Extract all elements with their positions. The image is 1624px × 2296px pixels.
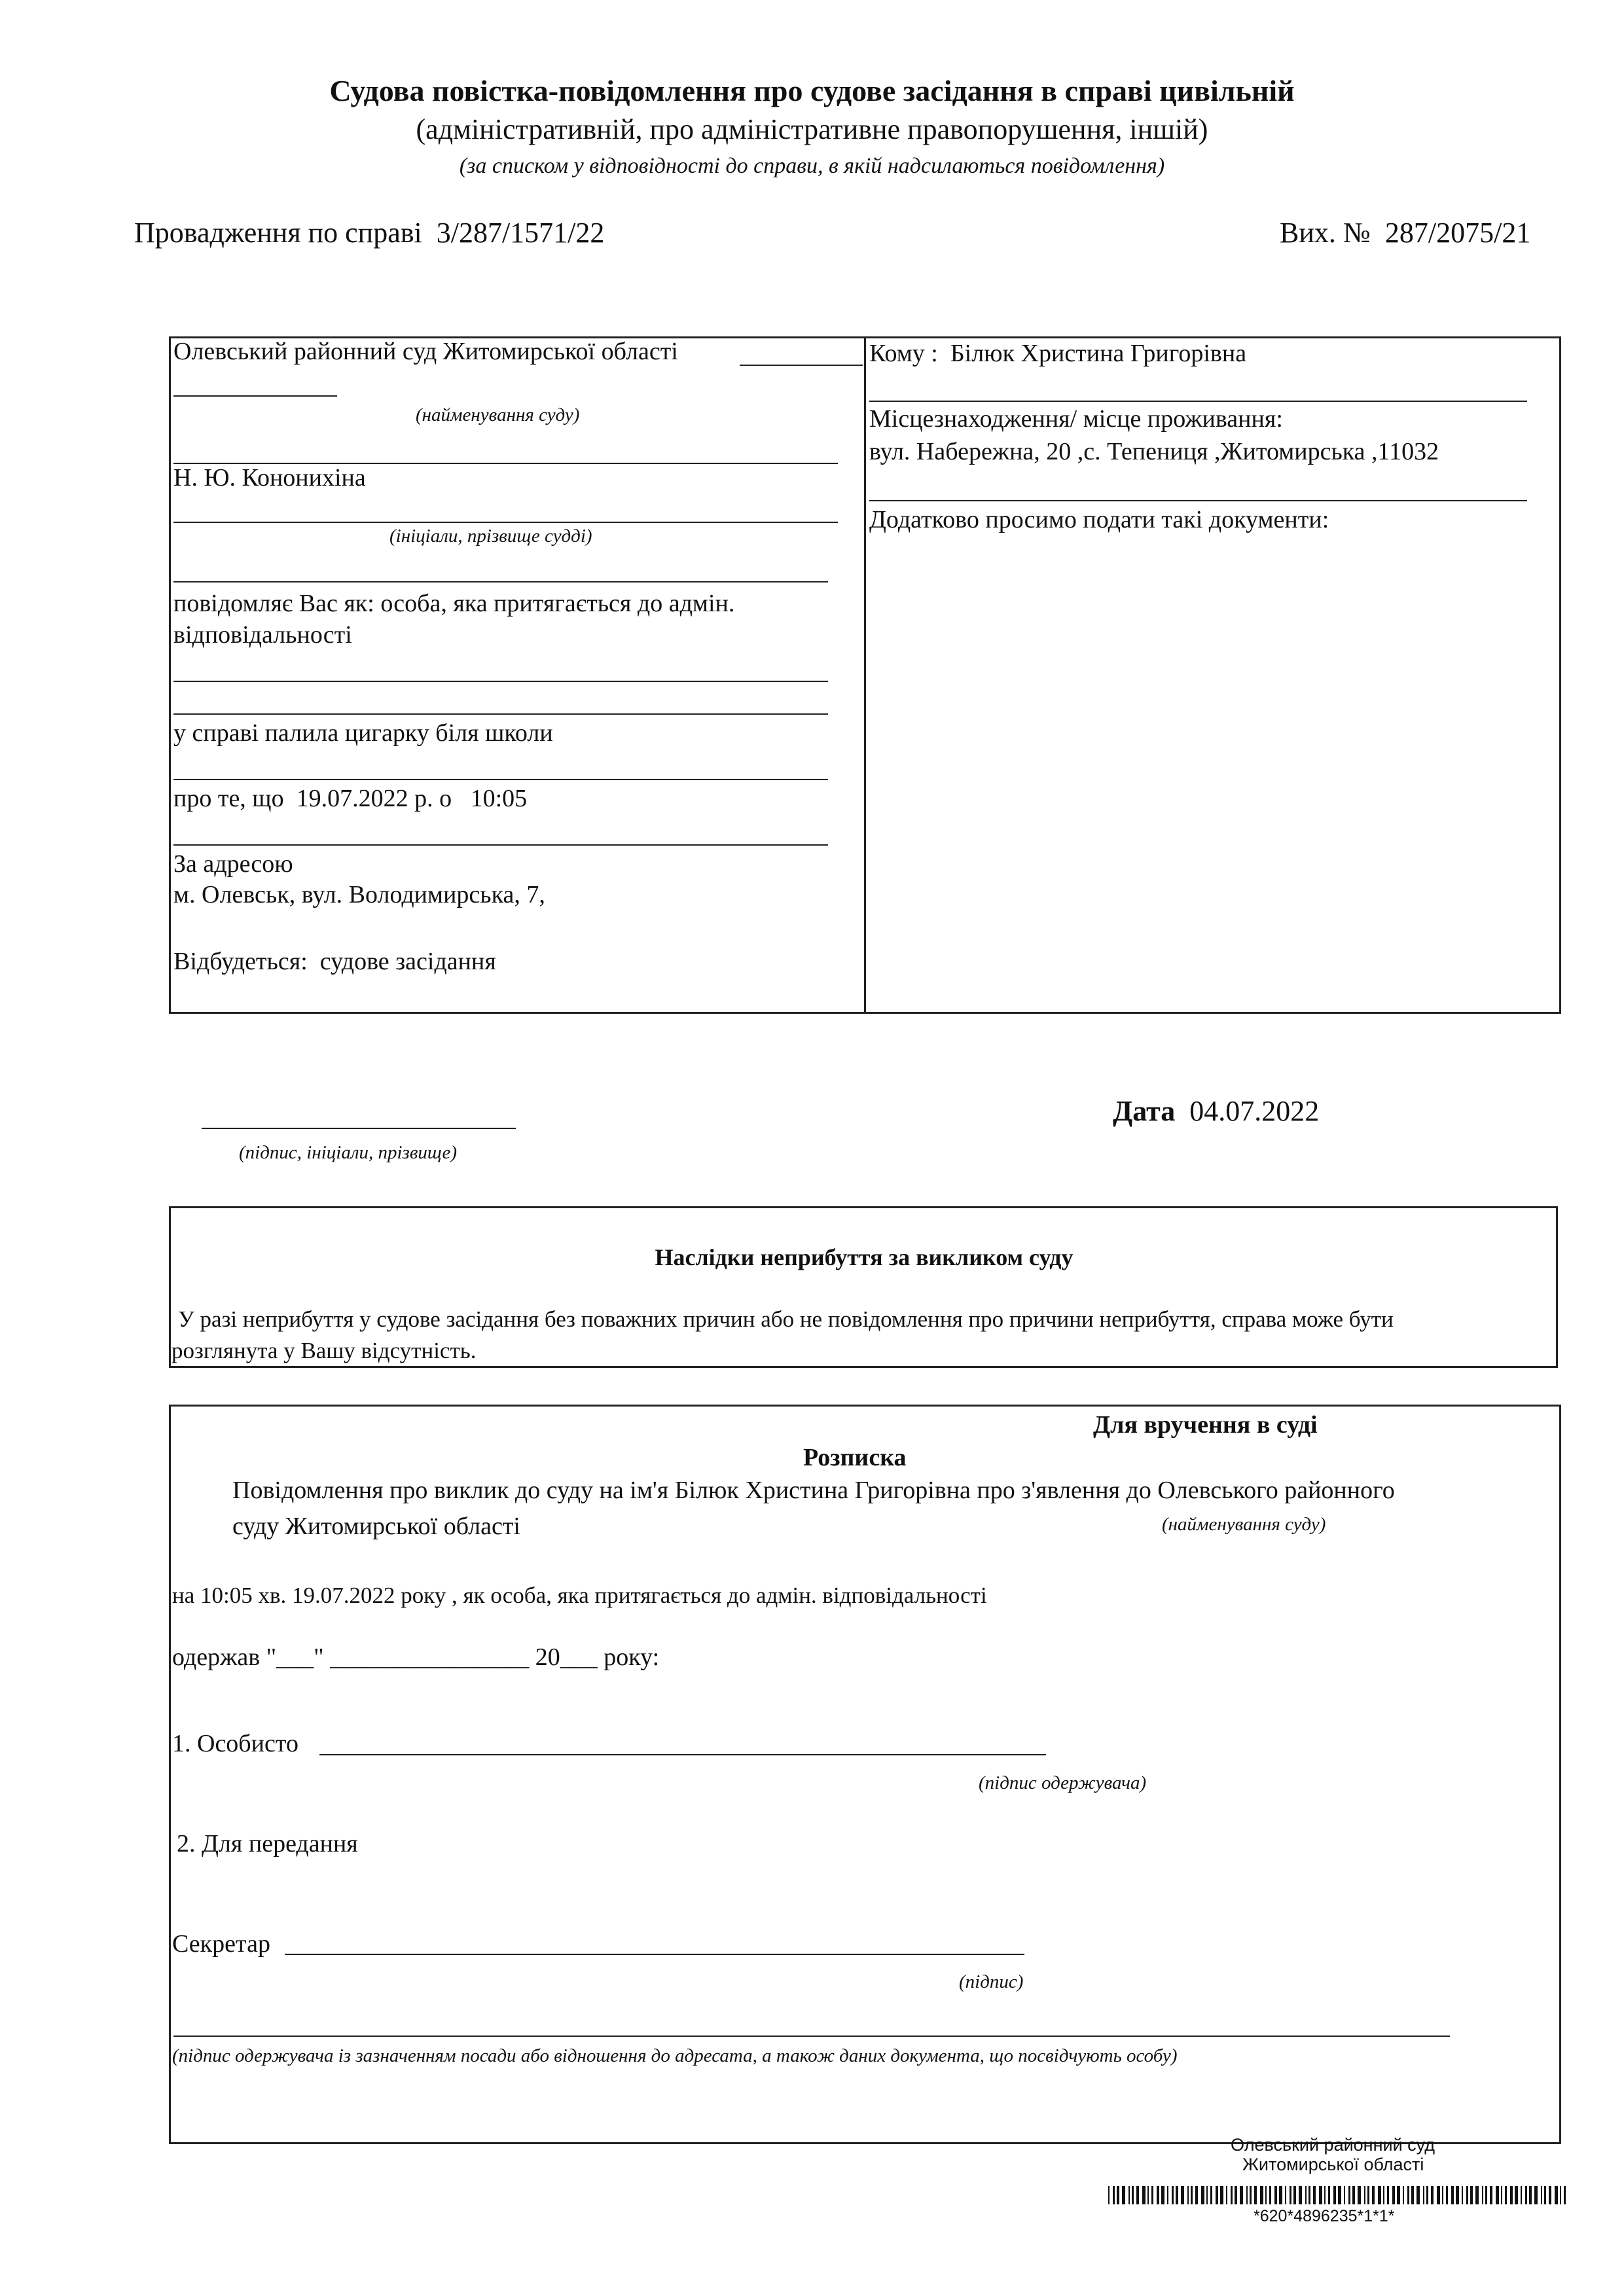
- barcode-bar: [1501, 2186, 1502, 2204]
- hearing-datetime: [173, 784, 527, 813]
- barcode-bar: [1462, 2186, 1463, 2204]
- barcode-bar: [1181, 2186, 1184, 2204]
- barcode-bar: [1407, 2186, 1409, 2204]
- signature-line: [202, 1128, 516, 1129]
- barcode-bar: [1383, 2186, 1384, 2204]
- barcode-bar: [1423, 2186, 1424, 2204]
- court-name: Олевський районний суд Житомирської області: [173, 338, 678, 365]
- barcode-bar: [1515, 2186, 1518, 2204]
- recipient-line: [869, 339, 1246, 368]
- barcode-bar: [1544, 2186, 1546, 2204]
- barcode-bar: [1246, 2186, 1248, 2204]
- document-subtitle: (адміністративній, про адміністративне правопорушення, іншій): [416, 113, 1208, 145]
- separator-line: [173, 779, 828, 780]
- barcode-bar: [1392, 2186, 1395, 2204]
- barcode-bar: [1117, 2186, 1119, 2204]
- secretary-signature-line: [285, 1954, 1024, 1955]
- barcode-bar: [1372, 2186, 1375, 2204]
- outgoing-number: 287/2075/21: [1384, 217, 1531, 249]
- barcode-bar: [1482, 2186, 1483, 2204]
- barcode-bar: [1555, 2186, 1558, 2204]
- court-address: м. Олевськ, вул. Володимирська, 7,: [173, 881, 545, 908]
- recipient-sign-caption: (підпис одержувача): [979, 1772, 1147, 1793]
- barcode-bar: [1344, 2186, 1345, 2204]
- notifies-role-line1: повідомляє Вас як: особа, яка притягається до адмін.: [173, 590, 735, 617]
- barcode-bar: [1176, 2186, 1178, 2204]
- barcode-bar: [1534, 2186, 1538, 2204]
- consequences-title: Наслідки неприбуття за викликом суду: [655, 1244, 1074, 1270]
- barcode-bar: [1446, 2186, 1448, 2204]
- barcode-bar: [1191, 2186, 1193, 2204]
- secretary-label: Секретар: [172, 1930, 270, 1958]
- barcode-bar: [1305, 2186, 1307, 2204]
- event-line: [173, 947, 496, 976]
- outgoing-reference: [1280, 216, 1530, 249]
- recipient-address: вул. Набережна, 20 ,с. Тепениця ,Житомирська ,11032: [869, 438, 1439, 465]
- receipt-line1: Повідомлення про виклик до суду на ім'я Білюк Христина Григорівна про з'явлення до Олевського районного: [232, 1477, 1395, 1504]
- case-label: Провадження по справі: [134, 217, 422, 249]
- barcode-bar: [1319, 2186, 1322, 2204]
- barcode-bar: [1403, 2186, 1404, 2204]
- barcode-bar: [1456, 2186, 1459, 2204]
- issue-date: [1113, 1094, 1319, 1128]
- barcode-bar: [1442, 2186, 1443, 2204]
- barcode-bar: [1226, 2186, 1227, 2204]
- barcode-bar: [1274, 2186, 1277, 2204]
- to-label: Кому :: [869, 340, 938, 367]
- barcode: [1108, 2186, 1566, 2204]
- date-value: 04.07.2022: [1189, 1095, 1320, 1127]
- barcode-bar: [1122, 2186, 1125, 2204]
- about-label: про те, що: [173, 785, 284, 812]
- case-reference: [134, 216, 604, 249]
- barcode-bar: [1348, 2186, 1350, 2204]
- barcode-bar: [1161, 2186, 1164, 2204]
- barcode-bar: [1210, 2186, 1212, 2204]
- barcode-bar: [1157, 2186, 1159, 2204]
- barcode-bar: [1541, 2186, 1542, 2204]
- barcode-bar: [1308, 2186, 1310, 2204]
- barcode-bar: [1254, 2186, 1257, 2204]
- receipt-time-line: на 10:05 хв. 19.07.2022 року , як особа, яка притягається до адмін. відповідальності: [172, 1583, 987, 1608]
- barcode-bar: [1167, 2186, 1168, 2204]
- bottom-caption: (підпис одержувача із зазначенням посади або відношення до адресата, а також даних документа, що посвідчують особу): [172, 2045, 1178, 2066]
- barcode-bar: [1521, 2186, 1522, 2204]
- barcode-bar: [1510, 2186, 1513, 2204]
- for-court-label: Для вручення в суді: [1093, 1411, 1318, 1439]
- barcode-bar: [1367, 2186, 1369, 2204]
- documents-label: Додатково просимо подати такі документи:: [869, 506, 1329, 533]
- event-label: Відбудеться:: [173, 948, 308, 975]
- barcode-bar: [1466, 2186, 1468, 2204]
- barcode-bar: [1549, 2186, 1551, 2204]
- stamp-line1: Олевський районний суд: [1231, 2135, 1435, 2155]
- barcode-bar: [1451, 2186, 1454, 2204]
- barcode-bar: [1560, 2186, 1561, 2204]
- court-name-line-2: [173, 395, 337, 397]
- barcode-bar: [1358, 2186, 1361, 2204]
- barcode-bar: [1235, 2186, 1237, 2204]
- barcode-bar: [1151, 2186, 1153, 2204]
- stamp-line2: Житомирської області: [1242, 2155, 1424, 2174]
- barcode-text: *620*4896235*1*1*: [1254, 2207, 1395, 2225]
- barcode-bar: [1431, 2186, 1434, 2204]
- barcode-bar: [1132, 2186, 1134, 2204]
- barcode-bar: [1187, 2186, 1189, 2204]
- barcode-bar: [1313, 2186, 1316, 2204]
- receipt-title: Розписка: [803, 1444, 907, 1471]
- barcode-bar: [1564, 2186, 1566, 2204]
- receipt-line2: суду Житомирської області: [232, 1513, 520, 1540]
- barcode-bar: [1220, 2186, 1223, 2204]
- case-subject: у справі палила цигарку біля школи: [173, 719, 553, 747]
- barcode-bar: [1269, 2186, 1271, 2204]
- barcode-bar: [1416, 2186, 1420, 2204]
- barcode-bar: [1364, 2186, 1365, 2204]
- recipient-name: Білюк Христина Григорівна: [950, 340, 1247, 367]
- location-label: Місцезнаходження/ місце проживання:: [869, 405, 1283, 433]
- barcode-bar: [1113, 2186, 1115, 2204]
- court-name-caption: (найменування суду): [416, 404, 580, 425]
- hearing-date: 19.07.2022: [296, 785, 408, 812]
- address-underline: [869, 500, 1527, 501]
- consequences-text-line1: У разі неприбуття у судове засідання без поважних причин або не повідомлення про причини неприбуття, справа може бути: [178, 1306, 1394, 1332]
- barcode-bar: [1136, 2186, 1139, 2204]
- barcode-bar: [1250, 2186, 1252, 2204]
- document-note: (за списком у відповідності до справи, в якій надсилаються повідомлення): [459, 154, 1165, 178]
- barcode-bar: [1279, 2186, 1282, 2204]
- consequences-text-line2: розглянута у Вашу відсутність.: [171, 1338, 477, 1363]
- transfer-label: 2. Для передання: [177, 1830, 358, 1857]
- judge-caption: (ініціали, прізвище судді): [389, 526, 592, 547]
- barcode-bar: [1231, 2186, 1233, 2204]
- barcode-bar: [1352, 2186, 1355, 2204]
- signature-caption: (підпис, ініціали, прізвище): [239, 1142, 458, 1163]
- recipient-line-underline: [869, 401, 1527, 402]
- barcode-bar: [1195, 2186, 1198, 2204]
- barcode-bar: [1128, 2186, 1130, 2204]
- barcode-bar: [1299, 2186, 1302, 2204]
- barcode-bar: [1142, 2186, 1146, 2204]
- barcode-bar: [1338, 2186, 1341, 2204]
- barcode-bar: [1147, 2186, 1149, 2204]
- barcode-bar: [1201, 2186, 1204, 2204]
- hearing-time-label: р. о: [414, 785, 452, 812]
- barcode-bar: [1293, 2186, 1296, 2204]
- barcode-bar: [1290, 2186, 1291, 2204]
- case-number: 3/287/1571/22: [436, 217, 605, 249]
- barcode-bar: [1260, 2186, 1263, 2204]
- sign-caption: (підпис): [959, 1971, 1024, 1992]
- barcode-bar: [1378, 2186, 1381, 2204]
- barcode-bar: [1172, 2186, 1174, 2204]
- judge-line: [173, 522, 838, 523]
- barcode-bar: [1216, 2186, 1218, 2204]
- separator-line: [173, 681, 828, 682]
- hearing-time: 10:05: [470, 785, 528, 812]
- barcode-bar: [1333, 2186, 1336, 2204]
- barcode-bar: [1206, 2186, 1208, 2204]
- barcode-bar: [1485, 2186, 1487, 2204]
- barcode-bar: [1475, 2186, 1479, 2204]
- barcode-bar: [1496, 2186, 1499, 2204]
- personally-label: 1. Особисто: [172, 1730, 298, 1757]
- outgoing-label: Вих. №: [1280, 217, 1371, 249]
- barcode-bar: [1265, 2186, 1267, 2204]
- barcode-bar: [1108, 2186, 1110, 2204]
- barcode-bar: [1525, 2186, 1527, 2204]
- event: судове засідання: [319, 948, 496, 975]
- box-divider: [864, 336, 866, 1014]
- notifies-role-line2: відповідальності: [173, 621, 352, 649]
- document-title: Судова повістка-повідомлення про судове засідання в справі цивільній: [329, 74, 1295, 107]
- court-name-line: [740, 365, 863, 366]
- bottom-signature-line: [173, 2036, 1450, 2037]
- barcode-bar: [1328, 2186, 1330, 2204]
- barcode-bar: [1285, 2186, 1286, 2204]
- received-line: одержав "___" ________________ 20___ року:: [172, 1643, 660, 1671]
- barcode-bar: [1324, 2186, 1326, 2204]
- barcode-bar: [1411, 2186, 1414, 2204]
- separator-line: [173, 713, 828, 715]
- barcode-bar: [1387, 2186, 1389, 2204]
- separator-line: [173, 581, 828, 583]
- separator-line: [173, 844, 828, 846]
- barcode-bar: [1426, 2186, 1428, 2204]
- barcode-bar: [1240, 2186, 1243, 2204]
- barcode-bar: [1437, 2186, 1440, 2204]
- barcode-bar: [1397, 2186, 1400, 2204]
- address-label: За адресою: [173, 850, 293, 878]
- receipt-court-caption: (найменування суду): [1162, 1514, 1326, 1535]
- personally-signature-line: [319, 1754, 1046, 1755]
- barcode-bar: [1490, 2186, 1492, 2204]
- barcode-bar: [1505, 2186, 1507, 2204]
- date-label: Дата: [1113, 1095, 1176, 1127]
- judge-name: Н. Ю. Кононихіна: [173, 464, 366, 492]
- barcode-bar: [1470, 2186, 1473, 2204]
- barcode-bar: [1529, 2186, 1532, 2204]
